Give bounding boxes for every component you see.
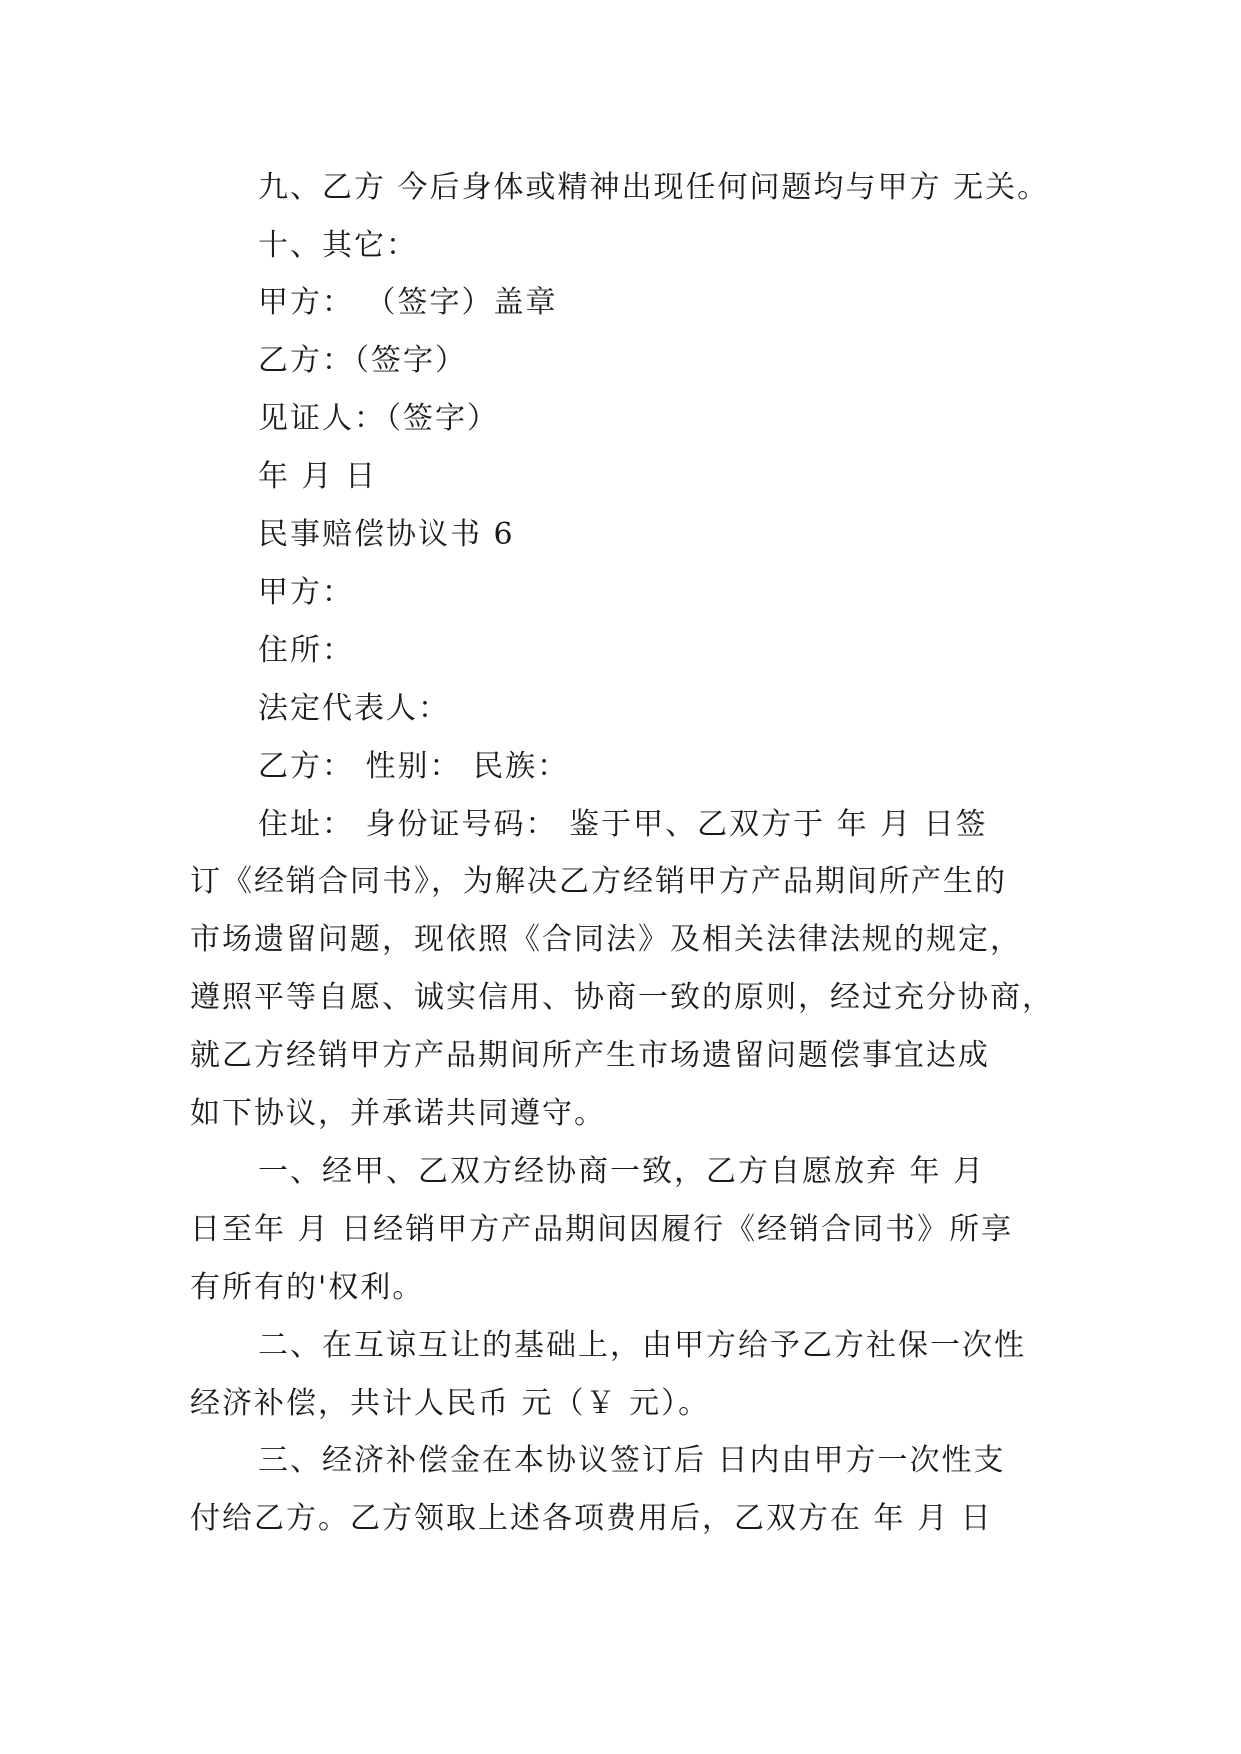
address-label: 住所： xyxy=(258,633,354,668)
article-two: 经济补偿，共计人民币 元（￥ 元）。 xyxy=(190,1386,711,1421)
party-a-label: 甲方： xyxy=(258,575,354,610)
document-heading: 民事赔偿协议书 6 xyxy=(258,517,515,552)
preamble-line: 住址： 身份证号码： 鉴于甲、乙双方于 年 月 日签 xyxy=(258,807,988,842)
preamble-line: 遵照平等自愿、诚实信用、协商一致的原则，经过充分协商， xyxy=(190,980,1054,1015)
article-one: 有所有的'权利。 xyxy=(190,1270,425,1305)
article-one: 日至年 月 日经销甲方产品期间因履行《经销合同书》所享 xyxy=(190,1212,1014,1247)
article-two: 二、在互谅互让的基础上，由甲方给予乙方社保一次性 xyxy=(258,1328,1026,1363)
article-three: 三、经济补偿金在本协议签订后 日内由甲方一次性支 xyxy=(258,1443,1006,1478)
party-b-signature: 乙方：（签字） xyxy=(258,343,467,378)
legal-representative-label: 法定代表人： xyxy=(258,691,450,726)
preamble-line: 订《经销合同书》，为解决乙方经销甲方产品期间所产生的 xyxy=(190,864,1007,899)
preamble-line: 如下协议，并承诺共同遵守。 xyxy=(190,1096,606,1131)
party-a-signature: 甲方： （签字）盖章 xyxy=(258,285,558,320)
article-one: 一、经甲、乙双方经协商一致，乙方自愿放弃 年 月 xyxy=(258,1154,986,1189)
witness-signature: 见证人：（签字） xyxy=(258,401,499,436)
preamble-line: 就乙方经销甲方产品期间所产生市场遗留问题偿事宜达成 xyxy=(190,1038,990,1073)
preamble-line: 市场遗留问题，现依照《合同法》及相关法律法规的规定， xyxy=(190,922,1022,957)
party-b-info: 乙方： 性别： 民族： xyxy=(258,749,570,784)
clause-ten: 十、其它： xyxy=(258,228,418,263)
article-three: 付给乙方。乙方领取上述各项费用后，乙双方在 年 月 日 xyxy=(190,1501,993,1536)
clause-nine: 九、乙方 今后身体或精神出现任何问题均与甲方 无关。 xyxy=(258,170,1050,205)
date-line: 年 月 日 xyxy=(258,459,378,494)
